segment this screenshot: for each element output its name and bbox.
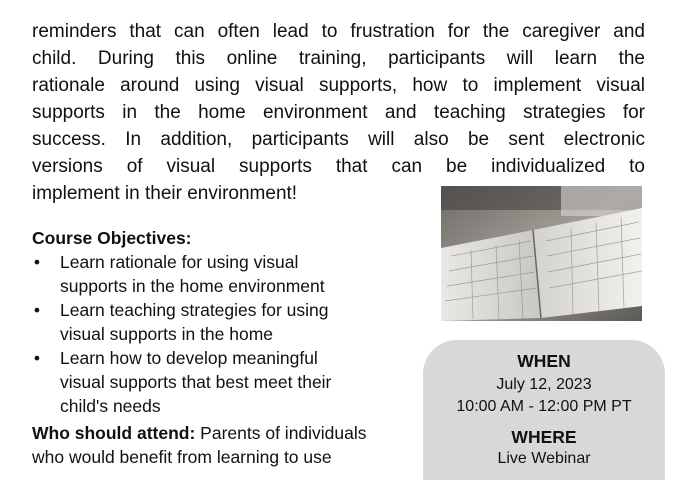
who-label: Who should attend:	[32, 423, 196, 443]
intro-line-4: supports in the home environment and teaching strategies for	[32, 102, 645, 123]
objective-item	[32, 250, 392, 298]
intro-line-2: child. During this online training, participants will learn the	[32, 48, 645, 69]
bullet-icon: •	[33, 252, 41, 272]
intro-line-3: rationale around using visual supports, how to implement visual	[32, 75, 645, 96]
objective-item	[32, 298, 392, 346]
course-objectives-section	[32, 226, 392, 469]
who-should-attend	[32, 421, 392, 469]
when-heading: WHEN	[517, 351, 571, 371]
objective-text: Learn teaching strategies for using visual supports in the home	[60, 300, 329, 344]
intro-line-7: implement in their environment!	[32, 183, 298, 204]
who-text: Parents of individuals who would benefit from learning to use	[32, 423, 367, 467]
where-heading: WHERE	[511, 427, 577, 447]
objective-text: Learn rationale for using visual supports in the home environment	[60, 252, 325, 296]
objective-item	[32, 346, 392, 418]
bullet-icon: •	[33, 300, 41, 320]
planner-photo	[441, 186, 642, 321]
intro-line-1: reminders that can often lead to frustration for the caregiver and	[32, 21, 645, 42]
event-time: 10:00 AM - 12:00 PM PT	[456, 398, 632, 415]
course-objectives-heading: Course Objectives:	[32, 228, 192, 248]
event-date: July 12, 2023	[496, 376, 592, 393]
objective-text: Learn how to develop meaningful visual supports that best meet their child's needs	[60, 348, 332, 416]
event-info-box	[423, 340, 665, 480]
intro-line-6: versions of visual supports that can be individualized to	[32, 156, 645, 177]
event-location: Live Webinar	[497, 450, 591, 467]
intro-paragraph	[32, 0, 645, 207]
intro-line-5: success. In addition, participants will also be sent electronic	[32, 129, 645, 150]
bullet-icon: •	[33, 348, 41, 368]
objectives-list	[32, 250, 392, 418]
